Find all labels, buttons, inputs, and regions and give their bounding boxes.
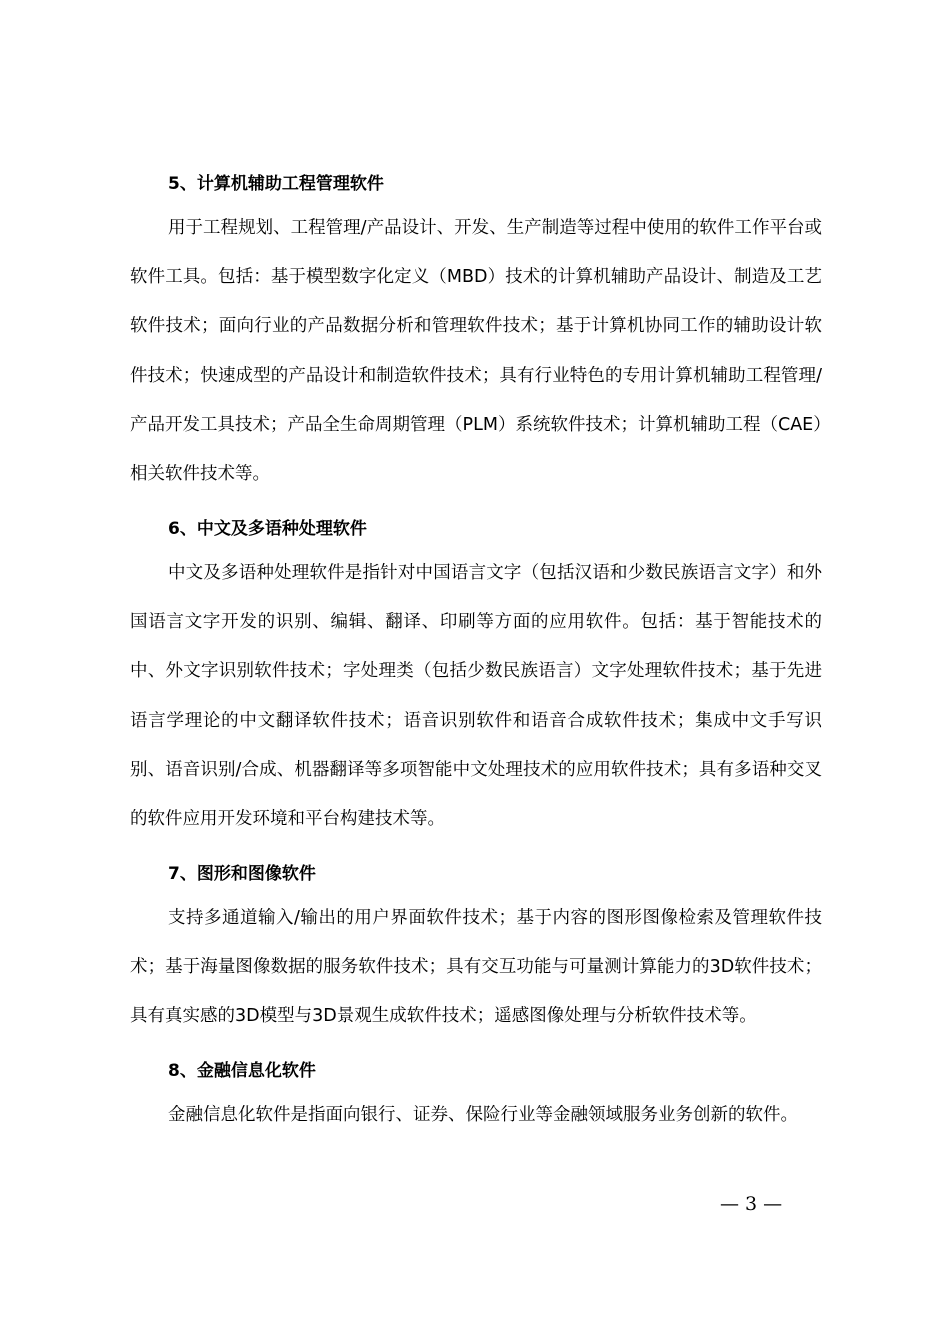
section-body-7: 支持多通道输入/输出的用户界面软件技术；基于内容的图形图像检索及管理软件技术；基于海量图像数据的服务软件技术；具有交互功能与可量测计算能力的3D软件技术；具有真实感的3D模型与3D景观生成软件技术；遥感图像处理与分析软件技术等。 [130, 908, 822, 1027]
section-heading-5: 5、计算机辅助工程管理软件 [168, 174, 384, 194]
page-number: — 3 — [720, 1193, 783, 1215]
section-heading-7: 7、图形和图像软件 [168, 864, 316, 884]
section-body-8: 金融信息化软件是指面向银行、证券、保险行业等金融领域服务业务创新的软件。 [168, 1105, 798, 1125]
section-body-5: 用于工程规划、工程管理/产品设计、开发、生产制造等过程中使用的软件工作平台或软件工具。包括：基于模型数字化定义（MBD）技术的计算机辅助产品设计、制造及工艺软件技术；面向行业的产品数据分析和管理软件技术；基于计算机协同工作的辅助设计软件技术；快速成型的产品设计和制造软件技术；具有行业特色的专用计算机辅助工程管理/产品开发工具技术；产品全生命周期管理（PLM）系统软件技术；计算机辅助工程（CAE）相关软件技术等。 [130, 218, 822, 485]
section-heading-8: 8、金融信息化软件 [168, 1061, 316, 1081]
section-heading-6: 6、中文及多语种处理软件 [168, 519, 367, 539]
section-body-6: 中文及多语种处理软件是指针对中国语言文字（包括汉语和少数民族语言文字）和外国语言文字开发的识别、编辑、翻译、印刷等方面的应用软件。包括：基于智能技术的中、外文字识别软件技术；字处理类（包括少数民族语言）文字处理软件技术；基于先进语言学理论的中文翻译软件技术；语音识别软件和语音合成软件技术；集成中文手写识别、语音识别/合成、机器翻译等多项智能中文处理技术的应用软件技术；具有多语种交叉的软件应用开发环境和平台构建技术等。 [130, 563, 822, 830]
